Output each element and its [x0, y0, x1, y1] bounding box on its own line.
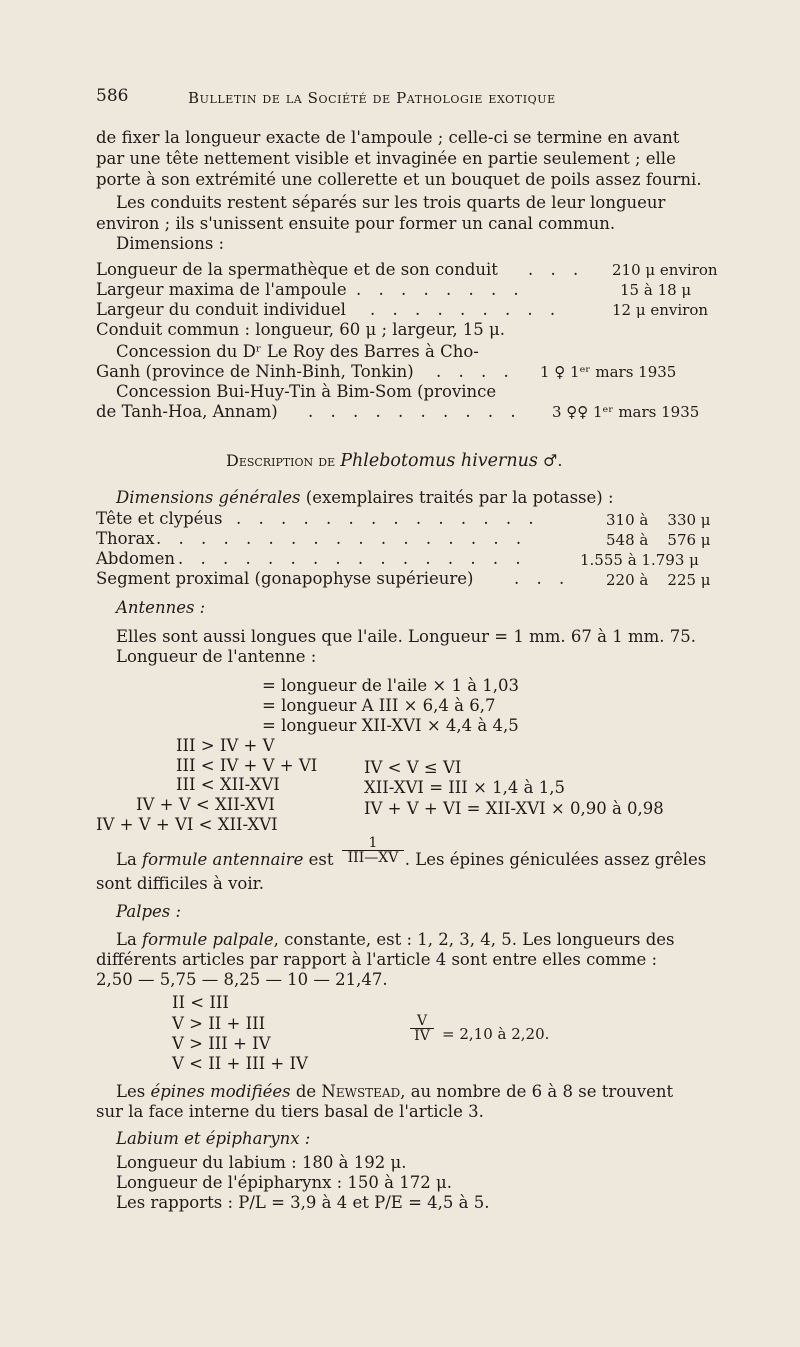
text-fragment: La — [116, 930, 143, 949]
fraction-denominator: III—XV — [347, 850, 399, 866]
body-line: Longueur de l'antenne : — [116, 647, 317, 666]
body-line: sur la face interne du tiers basal de l'article 3. — [96, 1102, 484, 1121]
page-number: 586 — [96, 86, 129, 106]
fraction-denominator: IV — [414, 1028, 430, 1044]
dim-value: 220 à 225 μ — [606, 571, 711, 589]
running-header: Bulletin de la Société de Pathologie exotique — [188, 89, 556, 107]
antennal-formula-fraction — [342, 836, 404, 866]
body-line: de fixer la longueur exacte de l'ampoule ; celle-ci se termine en avant — [96, 128, 680, 147]
body-line: par une tête nettement visible et invaginée en partie seulement ; elle — [96, 149, 676, 168]
antenna-relation: III > IV + V — [176, 736, 275, 755]
dim-label: Largeur du conduit individuel — [96, 300, 346, 319]
dim-label: Longueur de la spermathèque et de son conduit — [96, 260, 498, 279]
body-line: porte à son extrémité une collerette et un bouquet de poils assez fourni. — [96, 170, 702, 189]
spines-term: épines modifiées — [150, 1082, 291, 1101]
dim-label: Segment proximal (gonapophyse supérieure) — [96, 569, 474, 588]
text-fragment: de — [290, 1082, 322, 1101]
dot-leader: . . . . . . . . . — [370, 300, 562, 319]
general-heading — [116, 488, 614, 507]
section-heading-prefix: Description de — [226, 451, 336, 470]
concession-line: Concession Bui-Huy-Tin à Bim-Som (province — [116, 382, 497, 401]
antenna-equation: = longueur XII-XVI × 4,4 à 4,5 — [262, 716, 519, 735]
body-line: Les conduits restent séparés sur les trois quarts de leur longueur — [116, 193, 666, 212]
labium-heading: Labium et épipharynx : — [116, 1129, 311, 1148]
palp-relation: V > II + III — [172, 1014, 266, 1033]
palp-relation: V > III + IV — [172, 1034, 271, 1053]
palp-relation: V < II + III + IV — [172, 1054, 308, 1073]
body-line: Elles sont aussi longues que l'aile. Longueur = 1 mm. 67 à 1 mm. 75. — [116, 627, 696, 646]
palpi-heading: Palpes : — [116, 902, 182, 921]
body-line: Les rapports : P/L = 3,9 à 4 et P/E = 4,5 à 5. — [116, 1193, 490, 1212]
concession-line: de Tanh-Hoa, Annam) — [96, 402, 278, 421]
body-line: sont difficiles à voir. — [96, 874, 264, 893]
dot-leader: . . . . . . . . . . . . . . . . — [178, 549, 527, 568]
antenna-relation: IV + V + VI < XII-XVI — [96, 815, 278, 834]
dim-value: 210 μ environ — [612, 261, 718, 279]
antennal-formula-line — [116, 850, 706, 869]
antenna-equation: = longueur A III × 6,4 à 6,7 — [262, 696, 496, 715]
antennal-formula-term: formule antennaire — [142, 850, 304, 869]
body-line: environ ; ils s'unissent ensuite pour former un canal commun. — [96, 214, 616, 233]
dot-leader: . . . . . . . . . . — [308, 402, 522, 421]
section-heading — [226, 451, 562, 471]
fraction-numerator: 1 — [342, 836, 404, 851]
body-line: 2,50 — 5,75 — 8,25 — 10 — 21,47. — [96, 970, 388, 989]
antenna-relation: III < IV + V + VI — [176, 756, 318, 775]
dot-leader: . . . . . . . . . . . . . . — [236, 509, 540, 528]
palp-ratio-value: = 2,10 à 2,20. — [442, 1025, 550, 1043]
body-line: Dimensions : — [116, 234, 225, 253]
antenna-relation: IV + V < XII-XVI — [136, 795, 275, 814]
dot-leader: . . . — [514, 569, 571, 588]
dim-value: 1.555 à 1.793 μ — [580, 551, 699, 569]
dot-leader: . . . — [528, 260, 585, 279]
dim-value: 12 μ environ — [612, 301, 709, 319]
general-heading-italic: Dimensions générales — [116, 488, 301, 507]
text-fragment: . Les épines géniculées assez grêles — [404, 850, 707, 869]
dim-value: 15 à 18 μ — [620, 281, 692, 299]
text-fragment: est — [303, 850, 339, 869]
body-line: Conduit commun : longueur, 60 μ ; largeur, 15 μ. — [96, 320, 506, 339]
fraction-numerator: V — [410, 1014, 434, 1029]
antenna-relation: IV < V ≤ VI — [364, 758, 462, 777]
palp-relation: II < III — [172, 993, 229, 1012]
species-name: Phlebotomus hivernus — [340, 451, 538, 471]
male-symbol: ♂. — [543, 451, 563, 470]
dim-label: Tête et clypéus — [96, 509, 223, 528]
antenna-equation: = longueur de l'aile × 1 à 1,03 — [262, 676, 520, 695]
spines-line — [116, 1082, 673, 1101]
body-line: Longueur du labium : 180 à 192 μ. — [116, 1153, 407, 1172]
dot-leader: . . . . — [436, 362, 515, 381]
concession-line: Ganh (province de Ninh-Binh, Tonkin) — [96, 362, 414, 381]
antenna-relation: XII-XVI = III × 1,4 à 1,5 — [364, 778, 565, 797]
concession-value: 3 ♀♀ 1ᵉʳ mars 1935 — [552, 403, 700, 421]
body-line: différents articles par rapport à l'article 4 sont entre elles comme : — [96, 950, 658, 969]
dim-label: Thorax — [96, 529, 155, 548]
antenna-relation: IV + V + VI = XII-XVI × 0,90 à 0,98 — [364, 799, 664, 818]
palpal-formula-line — [116, 930, 675, 949]
dim-value: 548 à 576 μ — [606, 531, 711, 549]
concession-value: 1 ♀ 1ᵉʳ mars 1935 — [540, 363, 677, 381]
concession-line: Concession du Dʳ Le Roy des Barres à Cho- — [116, 342, 479, 361]
dot-leader: . . . . . . . . . . . . . . . . . — [156, 529, 528, 548]
palpal-formula-term: formule palpale — [142, 930, 274, 949]
dim-value: 310 à 330 μ — [606, 511, 711, 529]
general-heading-rest: (exemplaires traités par la potasse) : — [300, 488, 614, 507]
text-fragment: La — [116, 850, 143, 869]
body-line: Longueur de l'épipharynx : 150 à 172 μ. — [116, 1173, 452, 1192]
dot-leader: . . . . . . . . — [356, 280, 525, 299]
text-fragment: , constante, est : 1, 2, 3, 4, 5. Les longueurs des — [273, 930, 675, 949]
author-name: Newstead — [321, 1082, 401, 1101]
text-fragment: Les — [116, 1082, 151, 1101]
palp-ratio-fraction — [410, 1014, 434, 1044]
dim-label: Abdomen — [96, 549, 176, 568]
antenna-relation: III < XII-XVI — [176, 775, 280, 794]
antennae-heading: Antennes : — [116, 598, 206, 617]
text-fragment: , au nombre de 6 à 8 se trouvent — [400, 1082, 674, 1101]
dim-label: Largeur maxima de l'ampoule — [96, 280, 347, 299]
